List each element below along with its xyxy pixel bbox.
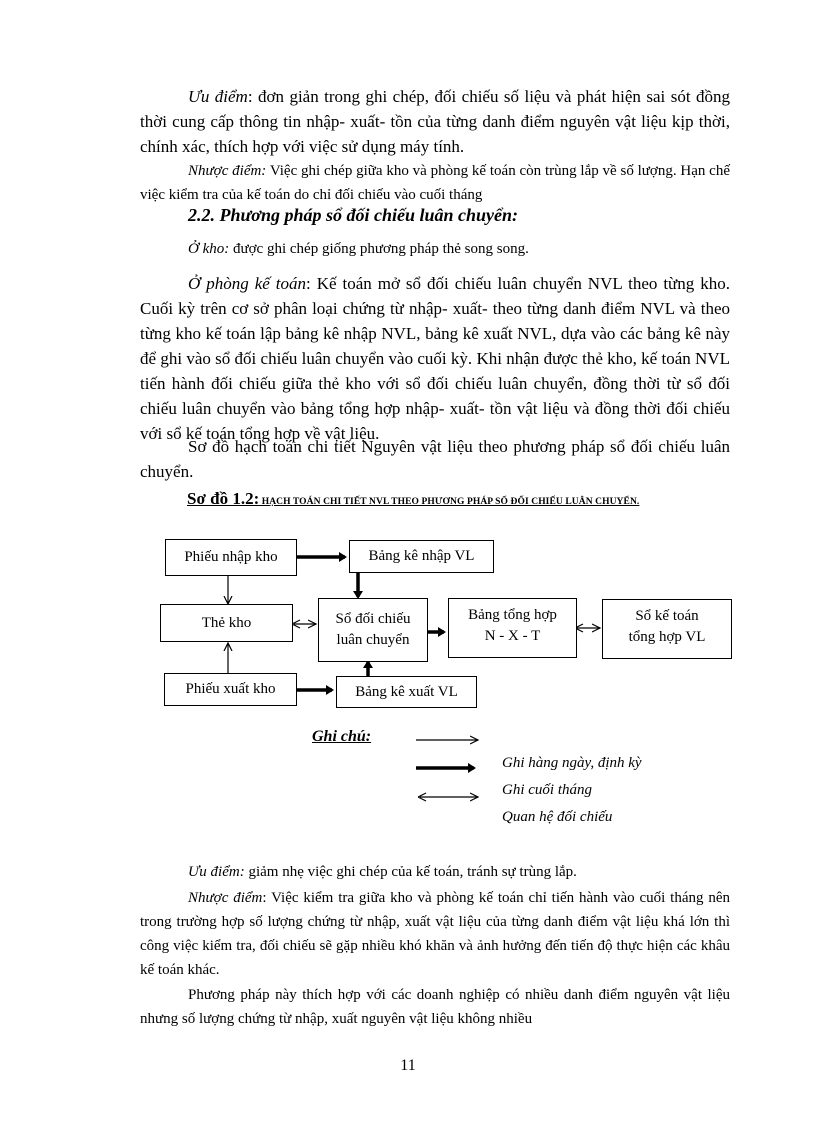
advantage-text-1: : đơn giản trong ghi chép, đối chiếu số liệu và phát hiện sai sót đồng thời cung cấp thông tin nhập- xuất- tồn của từng danh điểm nguyên vật liệu kịp thời, chính xác, thích hợp với việc sử dụng máy tính. xyxy=(140,87,730,156)
caption-label: Sơ đồ 1.2: xyxy=(187,489,260,508)
diagram-intro-paragraph: Sơ đồ hạch toán chi tiết Nguyên vật liệu theo phương pháp sổ đối chiếu luân chuyển. xyxy=(140,437,730,481)
box-so-doi-chieu xyxy=(318,598,428,662)
box-so-ke-toan xyxy=(602,599,732,659)
caption-title: HẠCH TOÁN CHI TIẾT NVL THEO PHƯƠNG PHÁP SỔ ĐỐI CHIẾU LUÂN CHUYỂN. xyxy=(259,497,640,507)
disadvantage-paragraph-2 xyxy=(140,886,730,982)
legend-title: Ghi chú: xyxy=(312,728,372,745)
legend-label-daily: Ghi hàng ngày, định kỳ xyxy=(502,755,642,771)
page-number: 11 xyxy=(400,1057,416,1074)
box-the-kho xyxy=(160,604,293,642)
box-the-kho-label: Thẻ kho xyxy=(201,614,252,631)
advantage-label-2: Ưu điểm: xyxy=(188,864,245,880)
box-bang-ke-xuat xyxy=(336,676,477,708)
box-so-ke-toan-line2: tổng hợp VL xyxy=(628,629,706,645)
box-phieu-xuat-kho-label: Phiếu xuất kho xyxy=(185,681,276,697)
warehouse-text: được ghi chép giống phương pháp thẻ song song. xyxy=(229,241,529,257)
legend-label-reconcile: Quan hệ đối chiếu xyxy=(502,809,613,825)
advantage-label-1: Ưu điểm xyxy=(188,87,248,106)
box-bang-tong-hop xyxy=(448,598,577,658)
accounting-label: Ở phòng kế toán xyxy=(188,274,307,293)
section-heading: 2.2. Phương pháp sổ đối chiếu luân chuyển: xyxy=(188,205,518,225)
legend-label-month-end: Ghi cuối tháng xyxy=(502,782,592,798)
warehouse-label: Ở kho: xyxy=(188,241,230,257)
box-bang-tong-hop-line1: Bảng tổng hợp xyxy=(468,607,557,623)
box-bang-tong-hop-line2: N - X - T xyxy=(484,628,541,644)
disadvantage-text-2: : Việc kiểm tra giữa kho và phòng kế toán chỉ tiến hành vào cuối tháng nên trong trường hợp số lượng chứng từ nhập, xuất vật liệu của từng danh điểm vật liệu khá lớn thì công việc kiểm tra, đối chiếu sẽ gặp nhiều khó khăn và ảnh hưởng đến tiến độ thực hiện các khâu kế toán khác. xyxy=(140,890,730,978)
box-phieu-nhap-kho xyxy=(165,539,297,576)
box-bang-ke-nhap-label: Bảng kê nhập VL xyxy=(368,548,475,564)
box-so-doi-chieu-line1: Sổ đối chiếu xyxy=(335,611,411,627)
box-bang-ke-xuat-label: Bảng kê xuất VL xyxy=(355,683,458,700)
disadvantage-label-1: Nhược điểm: xyxy=(188,163,267,179)
box-so-doi-chieu-line2: luân chuyển xyxy=(336,632,410,648)
box-bang-ke-nhap xyxy=(349,540,494,573)
advantage-paragraph-2 xyxy=(140,860,730,884)
disadvantage-text-1: Việc ghi chép giữa kho và phòng kế toán còn trùng lắp về số lượng. Hạn chế việc kiểm tra của kế toán do chỉ đối chiếu vào cuối tháng xyxy=(140,163,730,203)
box-phieu-nhap-kho-label: Phiếu nhập kho xyxy=(184,549,278,565)
disadvantage-label-2: Nhược điểm xyxy=(188,890,263,906)
conclusion-paragraph: Phương pháp này thích hợp với các doanh nghiệp có nhiều danh điểm nguyên vật liệu nhưng số lượng chứng từ nhập, xuất nguyên vật liệu không nhiều xyxy=(140,987,730,1027)
advantage-text-2: giảm nhẹ việc ghi chép của kế toán, tránh sự trùng lắp. xyxy=(244,864,577,880)
accounting-text: : Kế toán mở sổ đối chiếu luân chuyển NVL theo từng kho. Cuối kỳ trên cơ sở phân loại chứng từ nhập- xuất- theo từng danh điểm NVL và theo từng kho kế toán lập bảng kê nhập NVL, bảng kê xuất NVL, dựa vào các bảng kê này để ghi vào sổ đối chiếu luân chuyển vào cuối kỳ. Khi nhận được thẻ kho, kế toán NVL tiến hành đối chiếu giữa thẻ kho với sổ đối chiếu luân chuyển, đồng thời từ sổ đối chiếu luân chuyển vào bảng tổng hợp nhập- xuất- tồn vật liệu và đồng thời đối chiếu với sổ kế toán tổng hợp về vật liệu. xyxy=(140,274,730,443)
box-so-ke-toan-line1: Sổ kế toán xyxy=(635,608,699,624)
box-phieu-xuat-kho xyxy=(164,673,297,706)
